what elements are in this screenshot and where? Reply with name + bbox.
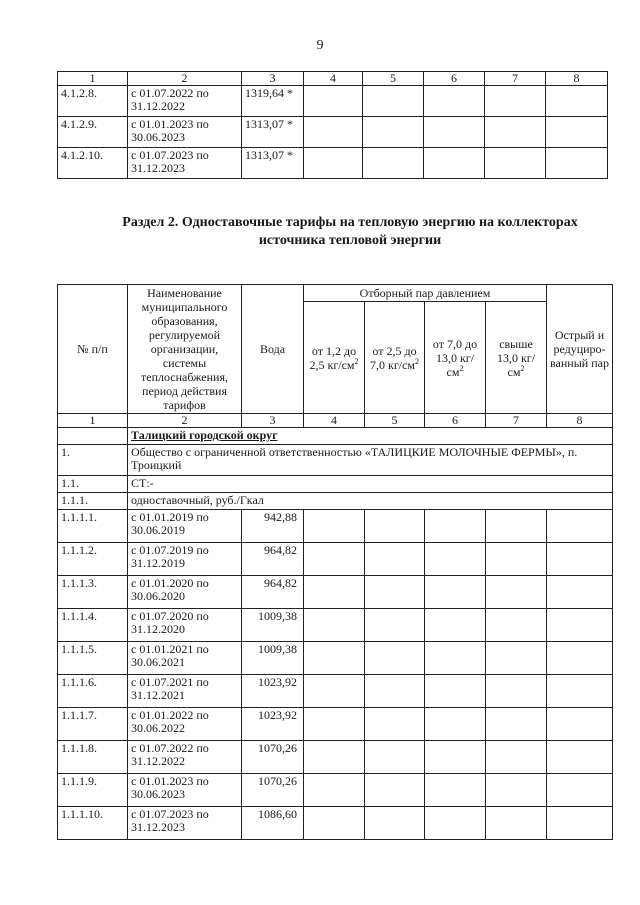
table-row	[58, 543, 613, 576]
header-cell: 6	[424, 72, 485, 86]
header-pressure-1: от 1,2 до 2,5 $кг/см^2$	[304, 302, 365, 414]
row-period: с 01.07.2020 по 31.12.2020	[128, 609, 242, 642]
system-row	[58, 476, 613, 493]
row-period: с 01.07.2023 по 31.12.2023	[128, 807, 242, 840]
row-value: 1313,07 *	[242, 148, 304, 179]
row-value: 1009,38	[242, 642, 304, 675]
col-number: 7	[486, 414, 547, 428]
header-cell: 3	[242, 72, 304, 86]
table-row	[58, 642, 613, 675]
row-value: 1070,26	[242, 741, 304, 774]
col-number: 4	[304, 414, 365, 428]
row-value: 1070,26	[242, 774, 304, 807]
header-cell: 7	[485, 72, 546, 86]
row-number: 1.1.1.10.	[58, 807, 128, 840]
col-number: 6	[425, 414, 486, 428]
header-pressure-2: от 2,5 до 7,0 $кг/см^2$	[365, 302, 425, 414]
row-number: 1.1.1.3.	[58, 576, 128, 609]
row-number: 4.1.2.8.	[58, 86, 128, 117]
column-number-row	[58, 414, 613, 428]
tariff-type: одноставочный, руб./Гкал	[128, 493, 613, 510]
row-number: 1.1.1.6.	[58, 675, 128, 708]
row-number: 1.1.1.7.	[58, 708, 128, 741]
header-pressure-3: от 7,0 до 13,0 $кг/см^2$	[425, 302, 486, 414]
header-sharp-steam: Острый и редуциро-ванный пар	[547, 285, 613, 414]
row-number: 1.1.1.1.	[58, 510, 128, 543]
table-row	[58, 86, 608, 117]
row-period: с 01.07.2022 по 31.12.2022	[128, 86, 242, 117]
row-period: с 01.01.2022 по 30.06.2022	[128, 708, 242, 741]
table-header-row	[58, 72, 608, 86]
header-cell: 8	[546, 72, 608, 86]
table-row	[58, 576, 613, 609]
district-name: Талицкий городской округ	[131, 428, 278, 442]
organization-row	[58, 445, 613, 476]
district-row	[58, 428, 613, 445]
row-value: 1319,64 *	[242, 86, 304, 117]
row-value: 942,88	[242, 510, 304, 543]
col-number: 8	[547, 414, 613, 428]
row-period: с 01.01.2021 по 30.06.2021	[128, 642, 242, 675]
table-row	[58, 148, 608, 179]
table-header-row	[58, 285, 613, 302]
table-row	[58, 117, 608, 148]
row-period: с 01.07.2019 по 31.12.2019	[128, 543, 242, 576]
row-number: 1.1.1.9.	[58, 774, 128, 807]
header-cell: 5	[363, 72, 424, 86]
header-num: № п/п	[58, 285, 128, 414]
organization-name: Общество с ограниченной ответственностью «ТАЛИЦКИЕ МОЛОЧНЫЕ ФЕРМЫ», п. Троицкий	[128, 445, 613, 476]
col-number: 5	[365, 414, 425, 428]
row-number: 1.1.1.5.	[58, 642, 128, 675]
table-row	[58, 807, 613, 840]
row-number: 1.	[58, 445, 128, 476]
tariff-table	[57, 284, 613, 840]
row-value: 1023,92	[242, 708, 304, 741]
col-number: 1	[58, 414, 128, 428]
row-number: 1.1.1.8.	[58, 741, 128, 774]
row-value: 964,82	[242, 543, 304, 576]
header-cell: 1	[58, 72, 128, 86]
row-period: с 01.07.2022 по 31.12.2022	[128, 741, 242, 774]
header-cell: 2	[128, 72, 242, 86]
col-number: 3	[242, 414, 304, 428]
row-value: 1009,38	[242, 609, 304, 642]
row-number: 1.1.1.	[58, 493, 128, 510]
system-name: СТ:-	[128, 476, 613, 493]
header-water: Вода	[242, 285, 304, 414]
row-period: с 01.07.2021 по 31.12.2021	[128, 675, 242, 708]
row-value: 1086,60	[242, 807, 304, 840]
row-period: с 01.01.2023 по 30.06.2023	[128, 117, 242, 148]
table-row	[58, 675, 613, 708]
tariff-type-row	[58, 493, 613, 510]
section-title: Раздел 2. Одноставочные тарифы на тепловую энергию на коллекторах источника тепловой энергии	[122, 215, 578, 248]
row-value: 1313,07 *	[242, 117, 304, 148]
table-row	[58, 510, 613, 543]
row-value: 1023,92	[242, 675, 304, 708]
row-value: 964,82	[242, 576, 304, 609]
header-name: Наименование муниципального образования, регулируемой организации, системы теплоснабжения, период действия тарифов	[128, 285, 242, 414]
header-steam-group: Отборный пар давлением	[304, 285, 547, 302]
row-number: 4.1.2.10.	[58, 148, 128, 179]
row-number: 1.1.1.4.	[58, 609, 128, 642]
row-number: 1.1.1.2.	[58, 543, 128, 576]
header-cell: 4	[304, 72, 363, 86]
table-row	[58, 774, 613, 807]
table-row	[58, 741, 613, 774]
row-number: 4.1.2.9.	[58, 117, 128, 148]
row-period: с 01.01.2019 по 30.06.2019	[128, 510, 242, 543]
table-row	[58, 708, 613, 741]
header-pressure-4: свыше 13,0 $кг/см^2$	[486, 302, 547, 414]
row-number: 1.1.	[58, 476, 128, 493]
page-number: 9	[316, 38, 324, 53]
col-number: 2	[128, 414, 242, 428]
row-period: с 01.01.2023 по 30.06.2023	[128, 774, 242, 807]
tariff-table-continued	[57, 71, 608, 179]
row-period: с 01.07.2023 по 31.12.2023	[128, 148, 242, 179]
table-row	[58, 609, 613, 642]
row-period: с 01.01.2020 по 30.06.2020	[128, 576, 242, 609]
